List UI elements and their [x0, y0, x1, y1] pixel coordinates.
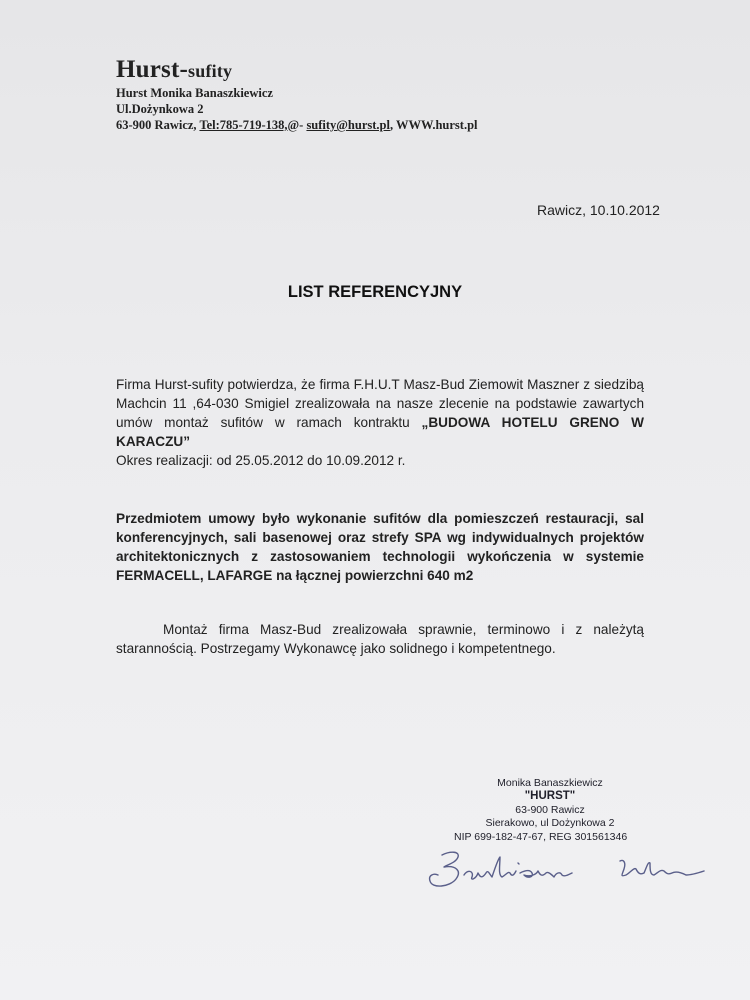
handwritten-signature: [420, 845, 720, 900]
email-prefix: @-: [287, 118, 307, 132]
stamp-name: Monika Banaszkiewicz: [497, 777, 603, 789]
paragraph-scope: Przedmiotem umowy było wykonanie sufitów dla pomieszczeń restauracji, sal konferencyjnych, sali basenowej oraz strefy SPA wg indywidualnych projektów architektonicznych z zastosowaniem technologii wykończenia w systemie FERMACELL, LAFARGE na łącznej powierzchni 640 m2: [116, 511, 644, 583]
letter-date: Rawicz, 10.10.2012: [537, 202, 660, 218]
stamp-ids: NIP 699-182-47-67, REG 301561346: [454, 830, 628, 843]
company-stamp: [450, 777, 650, 844]
stamp-address: Sierakowo, ul Dożynkowa 2: [485, 817, 615, 830]
company-logo-text: [116, 56, 478, 85]
paragraph-confirmation: [116, 375, 644, 451]
email-link[interactable]: sufity@hurst.pl: [306, 118, 390, 132]
signature-stroke: [430, 852, 704, 886]
paragraph-period: Okres realizacji: od 25.05.2012 do 10.09.2012 r.: [116, 453, 406, 468]
document-title: LIST REFERENCYJNY: [287, 283, 463, 301]
city: 63-900 Rawicz,: [116, 118, 200, 132]
stamp-company: "HURST": [524, 790, 576, 803]
confirmation-text: Firma Hurst-sufity potwierdza, że firma F.H.U.T Masz-Bud Ziemowit Maszner z siedzibą Machcin 11 ,64-030 Smigiel zrealizowała na nasze zlecenie na podstawie zawartych umów montaż sufitów w ramach kontraktu: [116, 377, 644, 430]
street-address: Ul.Dożynkowa 2: [116, 102, 204, 116]
owner-name: Hurst Monika Banaszkiewicz: [116, 86, 273, 100]
letterhead: [116, 56, 478, 133]
stamp-city: 63-900 Rawicz: [515, 803, 585, 816]
website: , WWW.hurst.pl: [389, 118, 478, 132]
contact-line: [116, 117, 478, 133]
contract-name: „BUDOWA HOTELU GRENO W KARACZU”: [116, 415, 644, 449]
brand-sub: sufity: [188, 61, 233, 81]
phone-link[interactable]: Tel:785-719-138,: [199, 118, 288, 132]
brand-main: Hurst-: [116, 56, 189, 83]
paragraph-assessment: Montaż firma Masz-Bud zrealizowała sprawnie, terminowo i z należytą starannością. Postrzegamy Wykonawcę jako solidnego i kompetentnego.: [116, 622, 644, 656]
